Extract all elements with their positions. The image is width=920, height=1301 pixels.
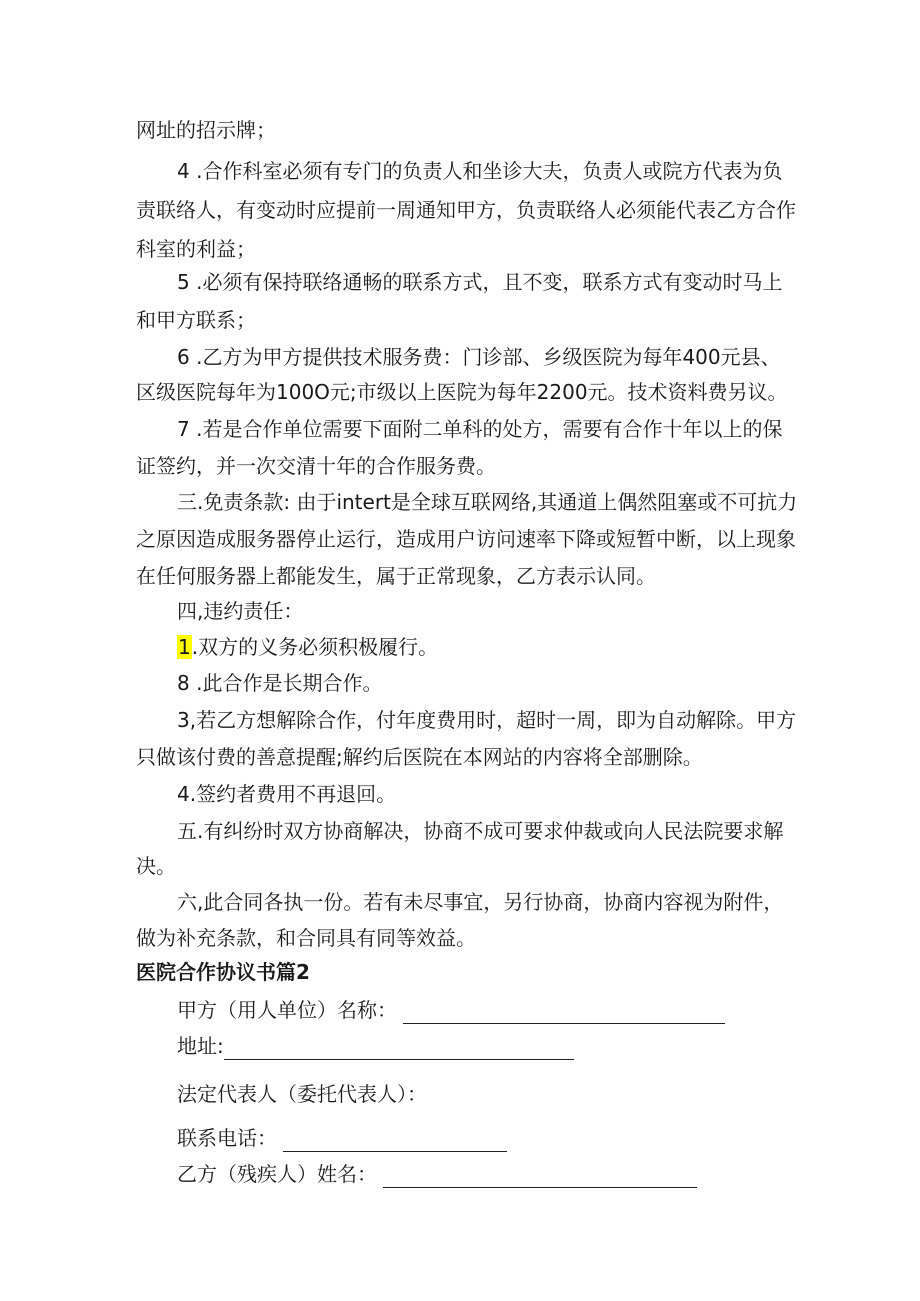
clause-7-line: 7 .若是合作单位需要下面附二单科的处方，需要有合作十年以上的保 <box>177 417 783 441</box>
clause-1-text: .双方的义务必须积极履行。 <box>191 635 439 659</box>
clause-5-line: 5 .必须有保持联络通畅的联系方式，且不变，联系方式有变动时马上 <box>177 270 783 294</box>
party-b-field <box>177 1160 697 1188</box>
text-line: 决。 <box>136 854 176 878</box>
address-blank[interactable] <box>224 1037 574 1060</box>
address-label: 地址: <box>177 1034 224 1058</box>
party-b-label: 乙方（残疾人）姓名： <box>177 1162 377 1186</box>
party-a-label: 甲方（用人单位）名称： <box>177 998 397 1022</box>
text-line: 区级医院每年为100O元;市级以上医院为每年2200元。技术资料费另议。 <box>136 380 788 404</box>
text-line: 在任何服务器上都能发生，属于正常现象，乙方表示认同。 <box>136 564 656 588</box>
clause-6-line: 6 .乙方为甲方提供技术服务费：门诊部、乡级医院为每年400元县、 <box>177 345 781 369</box>
section-4-heading: 四,违约责任： <box>177 599 304 623</box>
phone-field <box>177 1124 507 1152</box>
text-line: 只做该付费的善意提醒;解约后医院在本网站的内容将全部删除。 <box>136 745 703 769</box>
clause-3-line: 3,若乙方想解除合作，付年度费用时，超时一周，即为自动解除。甲方 <box>177 708 797 732</box>
legal-rep-label: 法定代表人（委托代表人）： <box>177 1082 427 1106</box>
text-line: 之原因造成服务器停止运行，造成用户访问速率下降或短暂中断，以上现象 <box>136 527 796 551</box>
phone-blank[interactable] <box>283 1129 507 1152</box>
section-3-line: 三.免责条款: 由于intert是全球互联网络,其通道上偶然阻塞或不可抗力 <box>177 490 798 514</box>
highlighted-number: 1 <box>178 635 191 659</box>
party-a-field <box>177 996 725 1024</box>
section-5-line: 五.有纠纷时双方协商解决，协商不成可要求仲裁或向人民法院要求解 <box>177 819 784 843</box>
text-line: 责联络人，有变动时应提前一周通知甲方，负责联络人必须能代表乙方合作 <box>136 198 796 222</box>
text-line: 和甲方联系； <box>136 308 256 332</box>
clause-4b-line: 4.签约者费用不再退回。 <box>177 782 397 806</box>
phone-label: 联系电话： <box>177 1126 277 1150</box>
clause-1-line <box>177 633 438 661</box>
section-6-line: 六,此合同各执一份。若有未尽事宜，另行协商，协商内容视为附件， <box>177 890 784 914</box>
text-line: 做为补充条款，和合同具有同等效益。 <box>136 926 476 950</box>
text-line: 科室的利益； <box>136 237 256 261</box>
party-b-blank[interactable] <box>383 1165 697 1188</box>
text-line: 网址的招示牌； <box>136 118 276 142</box>
address-field <box>177 1032 574 1060</box>
legal-rep-field <box>177 1080 427 1108</box>
text-line: 证签约，并一次交清十年的合作服务费。 <box>136 454 496 478</box>
clause-4-line: 4 .合作科室必须有专门的负责人和坐诊大夫，负责人或院方代表为负 <box>177 159 783 183</box>
party-a-blank[interactable] <box>403 1001 725 1024</box>
clause-8-line: 8 .此合作是长期合作。 <box>177 671 383 695</box>
section-title: 医院合作协议书篇2 <box>136 960 310 984</box>
